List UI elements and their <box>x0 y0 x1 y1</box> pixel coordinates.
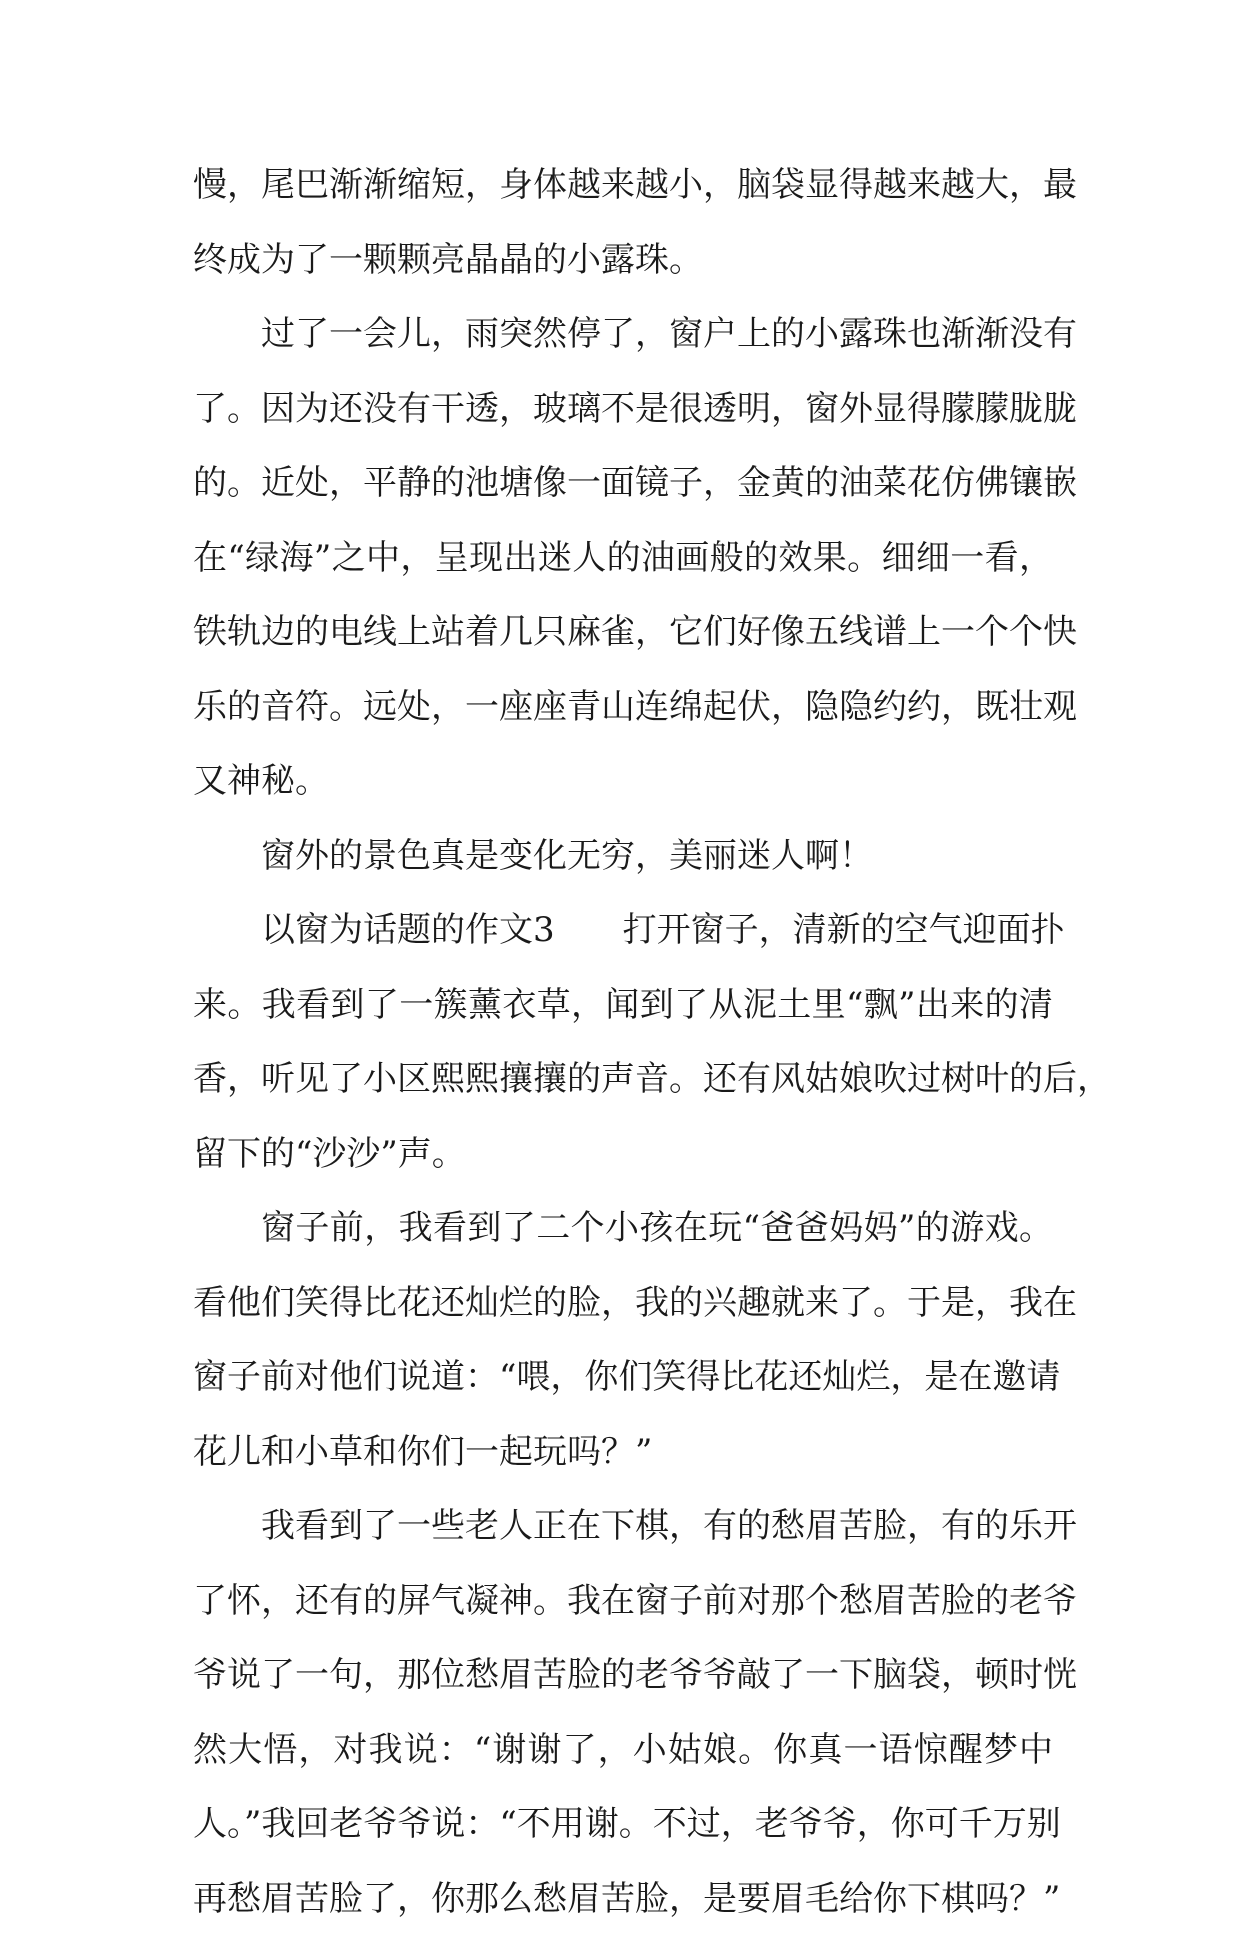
text-line: 看他们笑得比花还灿烂的脸，我的兴趣就来了。于是，我在 <box>193 1282 1077 1323</box>
paragraph-start-line: 我看到了一些老人正在下棋，有的愁眉苦脸，有的乐开 <box>261 1506 1077 1546</box>
text-line: 爷说了一句，那位愁眉苦脸的老爷爷敲了一下脑袋，顿时恍 <box>193 1655 1077 1695</box>
paragraph-start-line: 窗子前，我看到了二个小孩在玩“爸爸妈妈”的游戏。 <box>261 1208 1053 1248</box>
text-line: 香，听见了小区熙熙攘攘的声音。还有风姑娘吹过树叶的后， <box>193 1059 1111 1099</box>
text-line: 又神秘。 <box>193 761 329 801</box>
text-line: 再愁眉苦脸了，你那么愁眉苦脸，是要眉毛给你下棋吗？” <box>193 1878 1061 1919</box>
text-line: 留下的“沙沙”声。 <box>193 1133 466 1174</box>
text-line: 了。因为还没有干透，玻璃不是很透明，窗外显得朦朦胧胧 <box>193 388 1077 429</box>
text-line: 在“绿海”之中，呈现出迷人的油画般的效果。细细一看， <box>193 537 1053 578</box>
paragraph-start-line: 窗外的景色真是变化无穷，美丽迷人啊！ <box>261 835 873 876</box>
text-line: 人。”我回老爷爷说：“不用谢。不过，老爷爷，你可千万别 <box>193 1804 1061 1844</box>
text-line: 乐的音符。远处，一座座青山连绵起伏，隐隐约约，既壮观 <box>193 686 1077 727</box>
text-line: 的。近处，平静的池塘像一面镜子，金黄的油菜花仿佛镶嵌 <box>193 463 1077 503</box>
text-line: 了怀，还有的屏气凝神。我在窗子前对那个愁眉苦脸的老爷 <box>193 1580 1077 1621</box>
text-line: 然大悟，对我说：“谢谢了，小姑娘。你真一语惊醒梦中 <box>193 1729 1053 1770</box>
text-line: 花儿和小草和你们一起玩吗？” <box>193 1431 653 1472</box>
paragraph-start-line: 过了一会儿，雨突然停了，窗户上的小露珠也渐渐没有 <box>261 314 1077 354</box>
section-heading-line: 以窗为话题的作文3 打开窗子，清新的空气迎面扑 <box>261 910 1065 950</box>
text-line: 窗子前对他们说道：“喂，你们笑得比花还灿烂，是在邀请 <box>193 1357 1061 1397</box>
text-line: 慢，尾巴渐渐缩短，身体越来越小，脑袋显得越来越大，最 <box>193 165 1077 205</box>
essay-body <box>193 160 1111 1948</box>
text-line: 铁轨边的电线上站着几只麻雀，它们好像五线谱上一个个快 <box>193 612 1077 652</box>
text-line: 终成为了一颗颗亮晶晶的小露珠。 <box>193 239 703 280</box>
text-line: 来。我看到了一簇薰衣草，闻到了从泥土里“飘”出来的清 <box>193 984 1053 1025</box>
